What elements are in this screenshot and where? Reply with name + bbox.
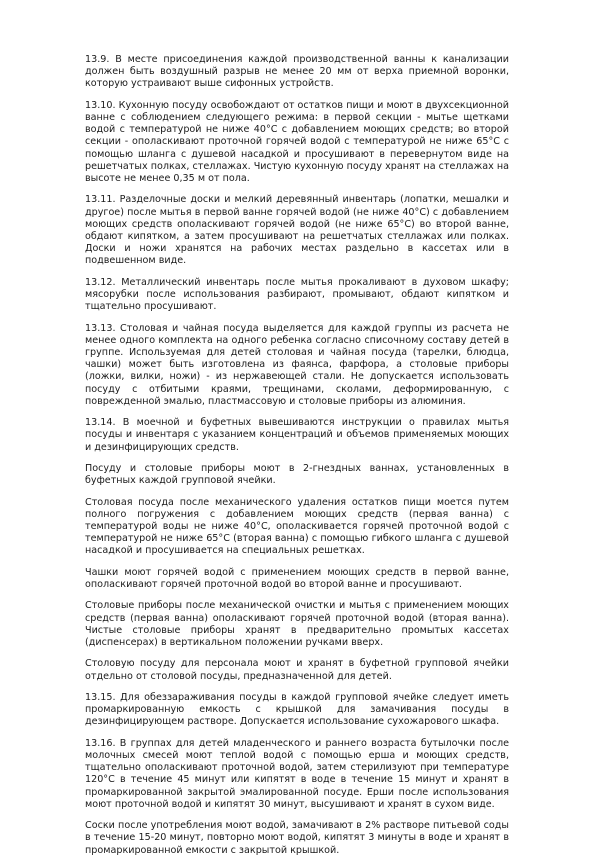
paragraph-13-9: 13.9. В месте присоединения каждой производственной ванны к канализации должен быть воздушный разрыв не менее 20 мм от верха приемной воронки, которую устраивают выше сифонных устройств. [85, 54, 509, 90]
paragraph-tableware-washing: Столовая посуда после механического удаления остатков пищи моется путем полного погружения с добавлением моющих средств (первая ванна) с температурой воды не ниже 40°С, ополаскивается горячей проточной водой с температурой не ниже 65°С (вторая ванна) с помощью гибкого шланга с душевой насадкой и просушивается на специальных решетках. [85, 496, 509, 557]
paragraph-13-16: 13.16. В группах для детей младенческого и раннего возраста бутылочки после молочных смесей моют теплой водой с помощью ерша и моющих средств, тщательно ополаскивают проточной водой, затем стерилизуют при температуре 120°С в течение 45 минут или кипятят в воде в течение 15 минут и хранят в промаркированной закрытой эмалированной посуде. Ерши после использования моют проточной водой и кипятят 30 минут, высушивают и хранят в сухом виде. [85, 737, 509, 810]
paragraph-dishwashing-baths: Посуду и столовые приборы моют в 2-гнездных ваннах, установленных в буфетных каждой групповой ячейки. [85, 463, 509, 487]
paragraph-staff-dishes: Столовую посуду для персонала моют и хранят в буфетной групповой ячейки отдельно от столовой посуды, предназначенной для детей. [85, 658, 509, 682]
paragraph-13-10: 13.10. Кухонную посуду освобождают от остатков пищи и моют в двухсекционной ванне с соблюдением следующего режима: в первой секции - мытье щетками водой с температурой не ниже 40°С с добавлением моющих средств; во второй секции - ополаскивают проточной горячей водой с температурой не ниже 65°С с помощью шланга с душевой насадкой и просушивают в перевернутом виде на решетчатых полках, стеллажах. Чистую кухонную посуду хранят на стеллажах на высоте не менее 0,35 м от пола. [85, 99, 509, 185]
paragraph-13-14: 13.14. В моечной и буфетных вывешиваются инструкции о правилах мытья посуды и инвентаря с указанием концентраций и объемов применяемых моющих и дезинфицирующих средств. [85, 417, 509, 453]
paragraph-cups-washing: Чашки моют горячей водой с применением моющих средств в первой ванне, ополаскивают горячей проточной водой во второй ванне и просушивают. [85, 566, 509, 591]
paragraph-13-11: 13.11. Разделочные доски и мелкий деревянный инвентарь (лопатки, мешалки и другое) после мытья в первой ванне горячей водой (не ниже 40°С) с добавлением моющих средств ополаскивают горячей водой (не ниже 65°С) во второй ванне, обдают кипятком, а затем просушивают на решетчатых стеллажах или полках. Доски и ножи хранятся на рабочих местах раздельно в кассетах или в подвешенном виде. [85, 194, 509, 267]
paragraph-13-15: 13.15. Для обеззараживания посуды в каждой групповой ячейке следует иметь промаркированную емкость с крышкой для замачивания посуды в дезинфицирующем растворе. Допускается использование сухожарового шкафа. [85, 692, 509, 728]
paragraph-13-13: 13.13. Столовая и чайная посуда выделяется для каждой группы из расчета не менее одного комплекта на одного ребенка согласно списочному составу детей в группе. Используемая для детей столовая и чайная посуда (тарелки, блюдца, чашки) может быть изготовлена из фаянса, фарфора, а столовые приборы (ложки, вилки, ножи) - из нержавеющей стали. Не допускается использовать посуду с отбитыми краями, трещинами, сколами, деформированную, с поврежденной эмалью, пластмассовую и столовые приборы из алюминия. [85, 322, 509, 407]
paragraph-13-12: 13.12. Металлический инвентарь после мытья прокаливают в духовом шкафу; мясорубки после использования разбирают, промывают, обдают кипятком и тщательно просушивают. [85, 276, 509, 313]
document-page [85, 54, 509, 866]
paragraph-cutlery-washing: Столовые приборы после механической очистки и мытья с применением моющих средств (первая ванна) ополаскивают горячей проточной водой (вторая ванна). Чистые столовые приборы хранят в предварительно промытых кассетах (диспенсерах) в вертикальном положении ручками вверх. [85, 600, 509, 649]
paragraph-nipples: Соски после употребления моют водой, замачивают в 2% растворе питьевой соды в течение 15-20 минут, повторно моют водой, кипятят 3 минуты в воде и хранят в промаркированной емкости с закрытой крышкой. [85, 820, 509, 856]
